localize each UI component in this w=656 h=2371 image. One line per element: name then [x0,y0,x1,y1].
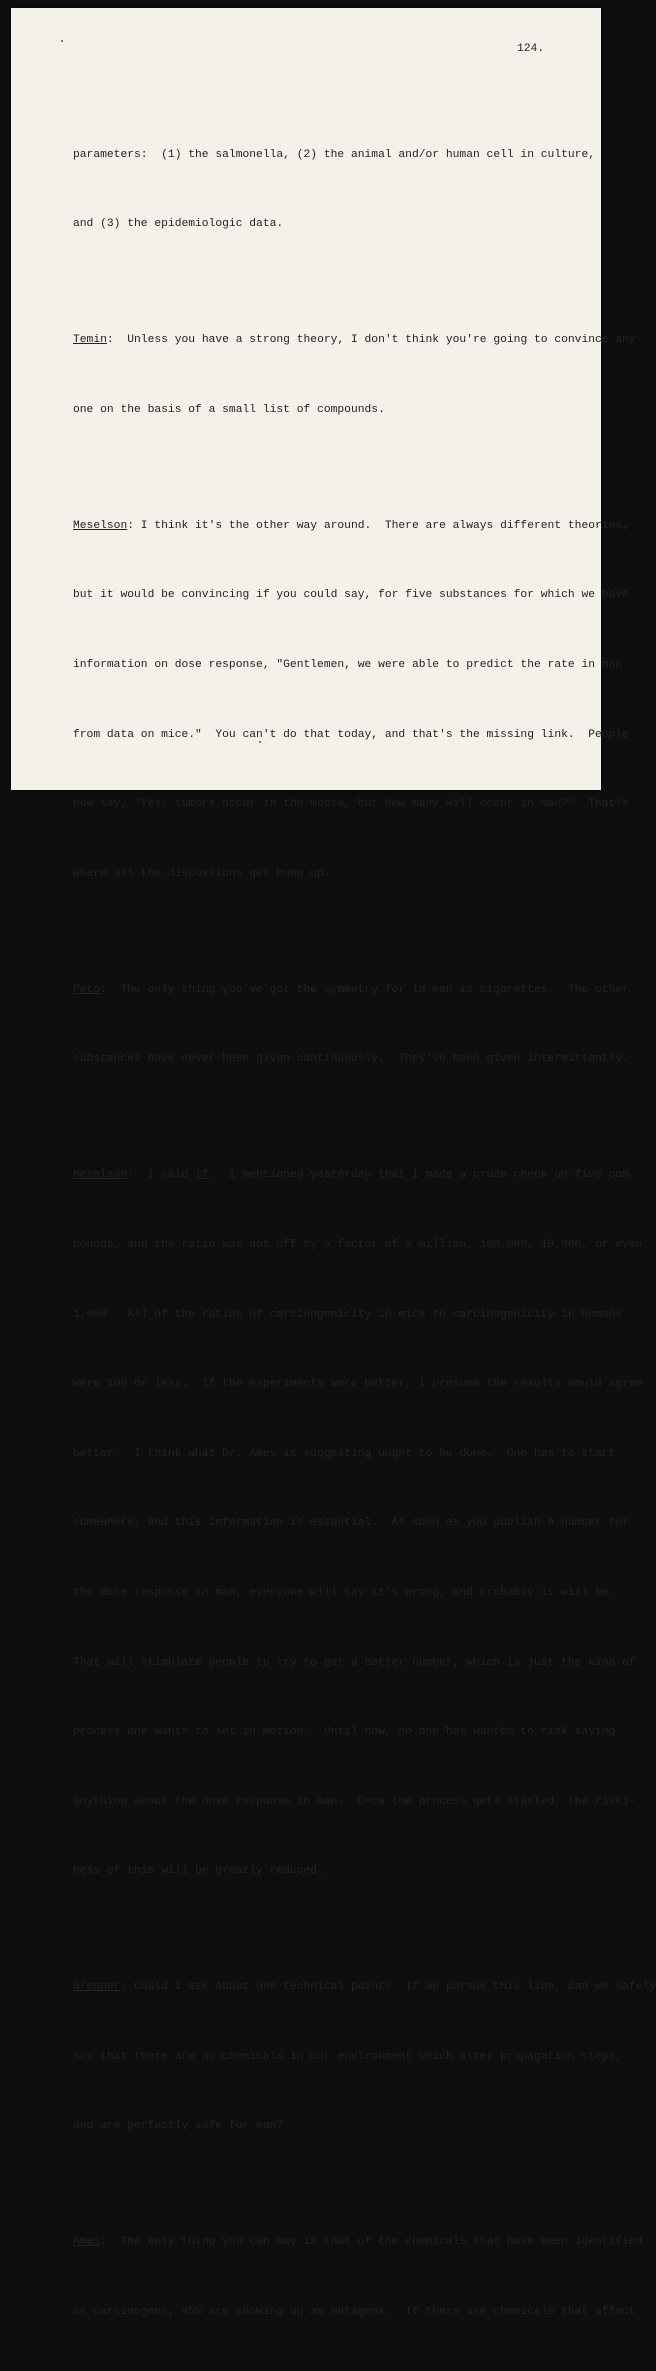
text-line: substances have never been given continuously. They've been given intermittently. [73,1053,629,1066]
text-line: as carcinogens, 95% are showing up as mutagens. If there are chemicals that affect [73,2306,636,2319]
text-line: now say, "Yes, tumors occur in the mouse, but how many will occur in man?" That's [73,798,629,811]
page-number: 124. [517,43,545,55]
speaker-name: Peto [73,983,101,996]
text-line: one on the basis of a small list of compounds. [73,403,385,416]
text-line: Meselson: I said if. I mentioned yesterday that I made a crude check on five com- [73,1169,636,1182]
text-line: somewhere, and this information is essential. As soon as you publish a number for [73,1517,629,1530]
speaker-name: Ames [73,2236,101,2249]
text-line: were 100 or less. If the experiments were better, I presume the results would agree [73,1378,643,1391]
speaker-name: Temin [73,334,107,347]
text-line: the dose response in man, everyone will say it's wrong, and probably it will be. [73,1586,616,1599]
text-line: and are perfectly safe for man? [73,2120,284,2133]
text-line: anything about the dose response in man. Once the process gets started, the riski- [73,1795,636,1808]
speck [61,40,63,42]
text-line: pounds, and the ratio was not off by a factor of a million, 100,000, 10,000, or even [73,1238,643,1251]
text-line: That will stimulate people to try to get a better number, which is just the kind of [73,1656,636,1669]
text-line: from data on mice." You can't do that today, and that's the missing link. People [73,728,629,741]
text-line: Brenner: Could I ask about one technical point? If we pursue this line, can we safely [73,1981,656,1994]
text-line: say that there are no chemicals in our environment which alter propagation steps, [73,2050,623,2063]
text-line: Meselson: I think it's the other way around. There are always different theories, [73,519,629,532]
document-page [11,8,656,2319]
text-line: process one wants to set in motion. Until now, no one has wanted to risk saying [73,1726,616,1739]
speaker-name: Brenner [73,1981,121,1994]
text-line: where all the discussions get hung up. [73,867,331,880]
text-line: better. I think what Dr. Ames is suggesting ought to be done. One has to start [73,1447,616,1460]
speaker-name: Meselson [73,519,128,532]
text-line: information on dose response, "Gentlemen, we were able to predict the rate in man [73,658,623,671]
text-line: parameters: (1) the salmonella, (2) the animal and/or human cell in culture, [73,148,596,161]
text-line: Peto: The only thing you've got the symmetry for in man is cigarettes. The other [73,983,629,996]
text-line: and (3) the epidemiologic data. [73,218,284,231]
text-line: but it would be convincing if you could say, for five substances for which we have [73,589,629,602]
emphasized-word: if [195,1169,209,1182]
text-line: Temin: Unless you have a strong theory, I don't think you're going to convince any- [73,334,643,347]
text-line: 1,000. All of the ratios of carcinogenicity in mice to carcinogenicity in humans [73,1308,623,1321]
body-text [73,74,656,2371]
text-line: Ames: The only thing you can say is that of the chemicals that have been identified [73,2236,643,2249]
text-line: ness of this will be greatly reduced. [73,1865,324,1878]
speaker-name: Meselson [73,1169,128,1182]
